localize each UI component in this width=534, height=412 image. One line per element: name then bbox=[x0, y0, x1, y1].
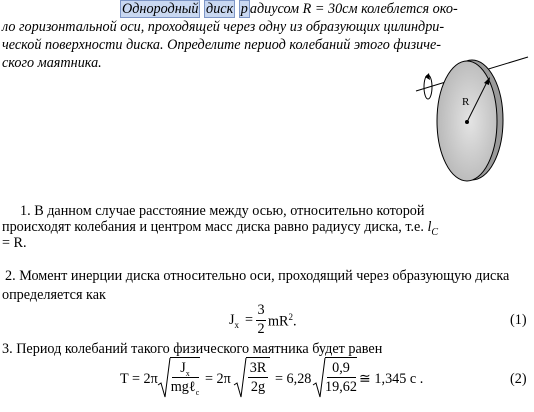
equation-1-number: (1) bbox=[510, 312, 527, 328]
problem-line-4: ского маятника. bbox=[2, 55, 102, 71]
step2-line-2: определяется как bbox=[2, 287, 106, 303]
highlight-word-1: Однородный bbox=[122, 1, 199, 17]
step2-line-1: 2. Момент инерции диска относительно оси, проходящий через образующую диска bbox=[5, 268, 510, 284]
step1-line-3: = R. bbox=[2, 235, 27, 251]
highlight-word-3: р bbox=[240, 1, 248, 17]
problem-line-3: ческой поверхности диска. Определите период колебаний этого физиче- bbox=[2, 37, 442, 53]
highlight-word-2: диск bbox=[206, 1, 234, 17]
disk-figure bbox=[410, 55, 534, 185]
equation-2-number: (2) bbox=[510, 371, 527, 387]
step1-line-2: происходят колебания и центром масс диска равно радиусу диска, т.е. $l_C$ bbox=[2, 219, 439, 238]
problem-line-2: ло горизонтальной оси, проходящей через одну из образующих цилиндри- bbox=[2, 19, 445, 35]
radius-label: R bbox=[462, 96, 470, 108]
problem-line-1 bbox=[120, 1, 458, 18]
step3-line-1: 3. Период колебаний такого физического маятника будет равен bbox=[2, 341, 383, 357]
lc-symbol: l bbox=[427, 219, 432, 235]
step1-line-1: 1. В данном случае расстояние между осью, относительно которой bbox=[20, 203, 425, 219]
problem-line-1-rest: адиусом R = 30см колеблется око- bbox=[249, 1, 458, 17]
